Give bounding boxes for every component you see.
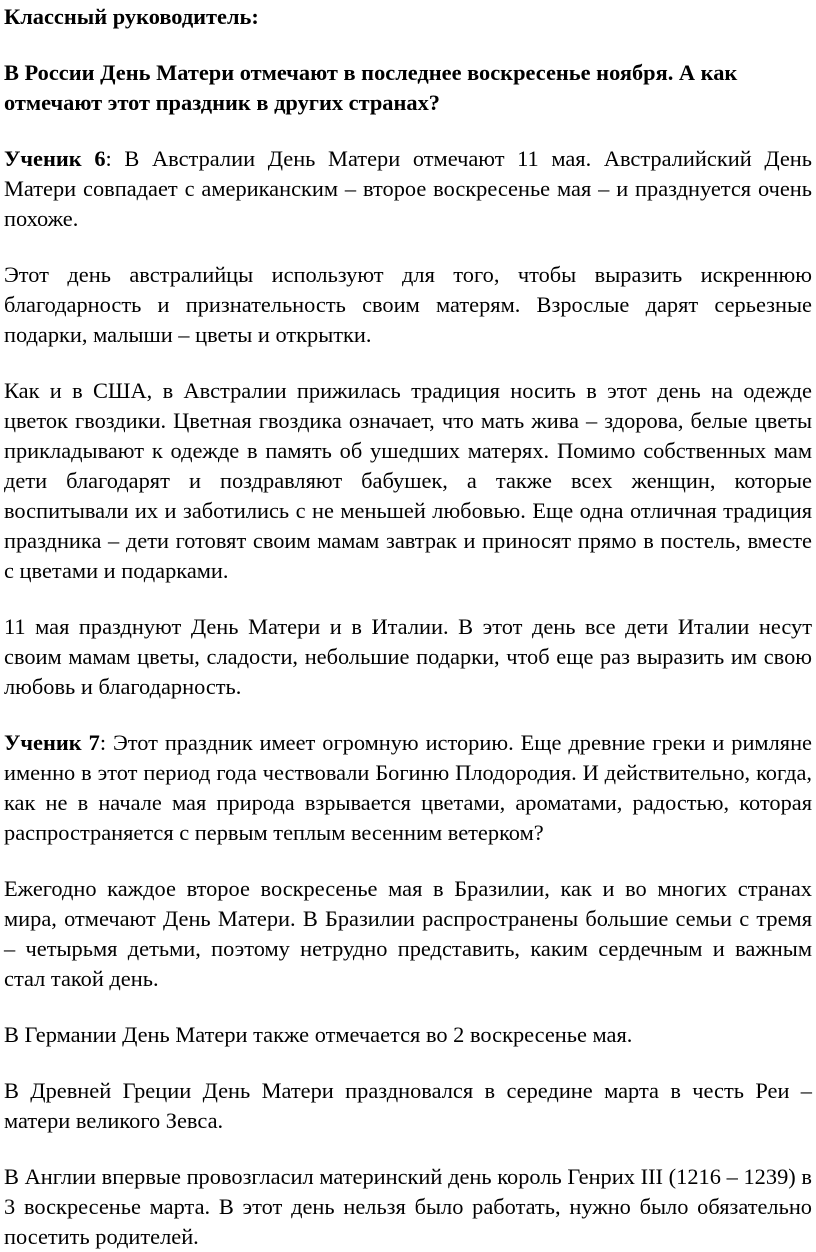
student-7-paragraph — [4, 728, 812, 848]
italy-paragraph: 11 мая празднуют День Матери и в Италии. В этот день все дети Италии несут своим мамам цветы, сладости, небольшие подарки, чтоб еще раз выразить им свою любовь и благодарность. — [4, 614, 812, 699]
teacher-question: В России День Матери отмечают в последнее воскресенье ноября. А как отмечают этот праздник в других странах? — [4, 60, 738, 115]
teacher-heading: Классный руководитель: — [4, 4, 259, 29]
carnation-tradition-paragraph: Как и в США, в Австралии прижилась традиция носить в этот день на одежде цветок гвоздики. Цветная гвоздика означает, что мать жива – здорова, белые цветы прикладывают к одежде в память об ушедших матерях. Помимо собственных мам дети благодарят и поздравляют бабушек, а также всех женщин, которые воспитывали их и заботились с не меньшей любовью. Еще одна отличная традиция праздника – дети готовят своим мамам завтрак и приносят прямо в постель, вместе с цветами и подарками. — [4, 378, 812, 583]
ancient-greece-paragraph: В Древней Греции День Матери праздновался в середине марта в честь Реи – матери великого Зевса. — [4, 1078, 812, 1133]
student-7-label: Ученик 7 — [4, 730, 100, 755]
australia-gratitude-paragraph: Этот день австралийцы используют для того, чтобы выразить искреннюю благодарность и признательность своим матерям. Взрослые дарят серьезные подарки, малыши – цветы и открытки. — [4, 262, 812, 347]
germany-paragraph: В Германии День Матери также отмечается во 2 воскресенье мая. — [4, 1022, 633, 1047]
brazil-paragraph: Ежегодно каждое второе воскресенье мая в Бразилии, как и во многих странах мира, отмечают День Матери. В Бразилии распространены большие семьи с тремя – четырьмя детьми, поэтому нетрудно представить, каким сердечным и важным стал такой день. — [4, 876, 812, 991]
student-6-paragraph — [4, 144, 812, 234]
student-7-text: Этот праздник имеет огромную историю. Еще древние греки и римляне именно в этот период года чествовали Богиню Плодородия. И действительно, когда, как не в начале мая природа взрывается цветами, ароматами, радостью, которая распространяется с первым теплым весенним ветерком? — [4, 730, 812, 845]
student-7-colon: : — [99, 730, 107, 755]
student-6-text: В Австралии День Матери отмечают 11 мая. Австралийский День Матери совпадает с американским – второе воскресенье мая – и празднуется очень похоже. — [4, 146, 812, 231]
england-paragraph: В Англии впервые провозгласил материнский день король Генрих III (1216 – 1239) в 3 воскресенье марта. В этот день нельзя было работать, нужно было обязательно посетить родителей. — [4, 1164, 812, 1249]
student-6-label: Ученик 6 — [4, 146, 106, 171]
student-6-colon: : — [105, 146, 112, 171]
